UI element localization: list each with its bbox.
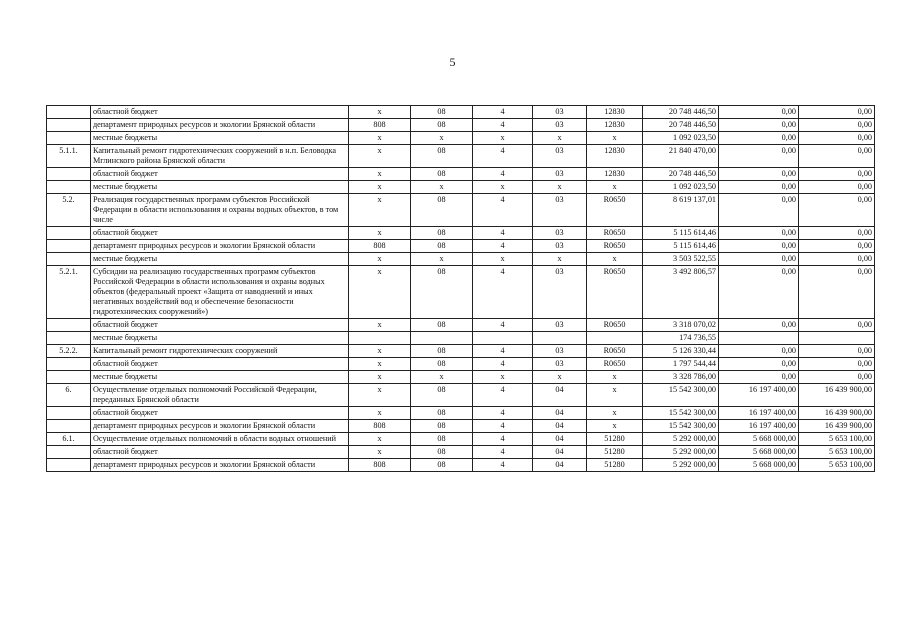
- subprogram-code-cell: 04: [533, 446, 587, 459]
- amount-year1-cell: 5 292 000,00: [643, 446, 719, 459]
- amount-year2-cell: [719, 332, 799, 345]
- program-code-cell: 4: [473, 240, 533, 253]
- section-code-cell: 08: [411, 194, 473, 227]
- admin-code-cell: x: [349, 253, 411, 266]
- table-row: [47, 433, 875, 446]
- target-item-cell: 12830: [587, 119, 643, 132]
- table-row: [47, 345, 875, 358]
- amount-year2-cell: 0,00: [719, 345, 799, 358]
- row-number-cell: [47, 106, 91, 119]
- subprogram-code-cell: 04: [533, 420, 587, 433]
- amount-year2-cell: 16 197 400,00: [719, 407, 799, 420]
- target-item-cell: 51280: [587, 433, 643, 446]
- section-code-cell: 08: [411, 227, 473, 240]
- row-name-cell: областной бюджет: [91, 168, 349, 181]
- section-code-cell: 08: [411, 433, 473, 446]
- subprogram-code-cell: x: [533, 371, 587, 384]
- program-code-cell: x: [473, 371, 533, 384]
- amount-year3-cell: 0,00: [799, 119, 875, 132]
- section-code-cell: 08: [411, 266, 473, 319]
- amount-year2-cell: 5 668 000,00: [719, 446, 799, 459]
- program-code-cell: 4: [473, 319, 533, 332]
- row-name-cell: местные бюджеты: [91, 132, 349, 145]
- row-name-cell: областной бюджет: [91, 407, 349, 420]
- amount-year1-cell: 1 797 544,44: [643, 358, 719, 371]
- amount-year3-cell: 16 439 900,00: [799, 420, 875, 433]
- amount-year1-cell: 3 318 070,02: [643, 319, 719, 332]
- row-name-cell: Осуществление отдельных полномочий Российской Федерации, переданных Брянской области: [91, 384, 349, 407]
- admin-code-cell: x: [349, 266, 411, 319]
- target-item-cell: R0650: [587, 227, 643, 240]
- amount-year1-cell: 5 292 000,00: [643, 459, 719, 472]
- section-code-cell: x: [411, 132, 473, 145]
- table-row: [47, 240, 875, 253]
- amount-year3-cell: 5 653 100,00: [799, 446, 875, 459]
- subprogram-code-cell: x: [533, 181, 587, 194]
- row-number-cell: [47, 319, 91, 332]
- row-name-cell: местные бюджеты: [91, 371, 349, 384]
- amount-year1-cell: 5 126 330,44: [643, 345, 719, 358]
- target-item-cell: 51280: [587, 446, 643, 459]
- target-item-cell: R0650: [587, 319, 643, 332]
- row-name-cell: Реализация государственных программ субъектов Российской Федерации в области использования и охраны водных объектов, в том числе: [91, 194, 349, 227]
- row-number-cell: 6.1.: [47, 433, 91, 446]
- page-number: 5: [449, 55, 456, 69]
- target-item-cell: 12830: [587, 106, 643, 119]
- admin-code-cell: 808: [349, 119, 411, 132]
- amount-year1-cell: 5 115 614,46: [643, 240, 719, 253]
- row-number-cell: 5.2.1.: [47, 266, 91, 319]
- section-code-cell: 08: [411, 106, 473, 119]
- program-code-cell: x: [473, 132, 533, 145]
- subprogram-code-cell: x: [533, 253, 587, 266]
- admin-code-cell: [349, 332, 411, 345]
- table-row: [47, 181, 875, 194]
- amount-year1-cell: 5 292 000,00: [643, 433, 719, 446]
- program-code-cell: 4: [473, 227, 533, 240]
- target-item-cell: x: [587, 420, 643, 433]
- program-code-cell: 4: [473, 194, 533, 227]
- target-item-cell: [587, 332, 643, 345]
- amount-year2-cell: 16 197 400,00: [719, 384, 799, 407]
- table-row: [47, 132, 875, 145]
- amount-year1-cell: 1 092 023,50: [643, 181, 719, 194]
- table-row: [47, 384, 875, 407]
- subprogram-code-cell: 03: [533, 345, 587, 358]
- row-number-cell: [47, 459, 91, 472]
- program-code-cell: 4: [473, 407, 533, 420]
- program-code-cell: 4: [473, 358, 533, 371]
- row-name-cell: департамент природных ресурсов и экологии Брянской области: [91, 459, 349, 472]
- section-code-cell: 08: [411, 358, 473, 371]
- amount-year3-cell: 0,00: [799, 227, 875, 240]
- subprogram-code-cell: 03: [533, 194, 587, 227]
- amount-year3-cell: 0,00: [799, 181, 875, 194]
- row-number-cell: [47, 168, 91, 181]
- amount-year2-cell: 0,00: [719, 106, 799, 119]
- program-code-cell: 4: [473, 459, 533, 472]
- table-row: [47, 420, 875, 433]
- amount-year2-cell: 0,00: [719, 145, 799, 168]
- row-number-cell: [47, 358, 91, 371]
- amount-year2-cell: 0,00: [719, 371, 799, 384]
- admin-code-cell: x: [349, 371, 411, 384]
- admin-code-cell: x: [349, 181, 411, 194]
- admin-code-cell: x: [349, 168, 411, 181]
- target-item-cell: 12830: [587, 168, 643, 181]
- target-item-cell: x: [587, 371, 643, 384]
- amount-year2-cell: 0,00: [719, 253, 799, 266]
- admin-code-cell: x: [349, 319, 411, 332]
- row-name-cell: областной бюджет: [91, 106, 349, 119]
- amount-year1-cell: 20 748 446,50: [643, 119, 719, 132]
- table-row: [47, 407, 875, 420]
- amount-year1-cell: 3 328 786,00: [643, 371, 719, 384]
- section-code-cell: 08: [411, 384, 473, 407]
- program-code-cell: x: [473, 181, 533, 194]
- amount-year3-cell: 0,00: [799, 194, 875, 227]
- section-code-cell: 08: [411, 240, 473, 253]
- subprogram-code-cell: 04: [533, 407, 587, 420]
- section-code-cell: 08: [411, 459, 473, 472]
- subprogram-code-cell: 04: [533, 459, 587, 472]
- table-row: [47, 227, 875, 240]
- program-code-cell: 4: [473, 446, 533, 459]
- target-item-cell: x: [587, 253, 643, 266]
- table-row: [47, 168, 875, 181]
- row-number-cell: [47, 119, 91, 132]
- row-name-cell: местные бюджеты: [91, 332, 349, 345]
- program-code-cell: 4: [473, 168, 533, 181]
- section-code-cell: x: [411, 181, 473, 194]
- target-item-cell: R0650: [587, 194, 643, 227]
- program-code-cell: 4: [473, 119, 533, 132]
- target-item-cell: 12830: [587, 145, 643, 168]
- amount-year1-cell: 3 503 522,55: [643, 253, 719, 266]
- amount-year2-cell: 5 668 000,00: [719, 433, 799, 446]
- amount-year2-cell: 0,00: [719, 119, 799, 132]
- row-name-cell: Капитальный ремонт гидротехнических сооружений в н.п. Беловодка Мглинского района Брянской области: [91, 145, 349, 168]
- amount-year2-cell: 5 668 000,00: [719, 459, 799, 472]
- subprogram-code-cell: 03: [533, 106, 587, 119]
- amount-year3-cell: 0,00: [799, 106, 875, 119]
- amount-year3-cell: 0,00: [799, 168, 875, 181]
- row-name-cell: областной бюджет: [91, 446, 349, 459]
- program-code-cell: 4: [473, 345, 533, 358]
- amount-year3-cell: 5 653 100,00: [799, 459, 875, 472]
- program-code-cell: 4: [473, 145, 533, 168]
- row-number-cell: [47, 371, 91, 384]
- amount-year1-cell: 20 748 446,50: [643, 168, 719, 181]
- row-number-cell: [47, 132, 91, 145]
- target-item-cell: 51280: [587, 459, 643, 472]
- row-name-cell: областной бюджет: [91, 227, 349, 240]
- table-row: [47, 194, 875, 227]
- row-number-cell: 5.2.2.: [47, 345, 91, 358]
- table-row: [47, 446, 875, 459]
- section-code-cell: x: [411, 371, 473, 384]
- admin-code-cell: x: [349, 227, 411, 240]
- program-code-cell: [473, 332, 533, 345]
- amount-year1-cell: 15 542 300,00: [643, 407, 719, 420]
- amount-year1-cell: 174 736,55: [643, 332, 719, 345]
- amount-year2-cell: 0,00: [719, 266, 799, 319]
- admin-code-cell: 808: [349, 459, 411, 472]
- row-number-cell: [47, 240, 91, 253]
- amount-year2-cell: 0,00: [719, 227, 799, 240]
- amount-year3-cell: 16 439 900,00: [799, 407, 875, 420]
- section-code-cell: [411, 332, 473, 345]
- admin-code-cell: x: [349, 433, 411, 446]
- target-item-cell: R0650: [587, 358, 643, 371]
- program-code-cell: 4: [473, 106, 533, 119]
- row-name-cell: департамент природных ресурсов и экологии Брянской области: [91, 240, 349, 253]
- program-code-cell: x: [473, 253, 533, 266]
- subprogram-code-cell: 03: [533, 145, 587, 168]
- program-code-cell: 4: [473, 266, 533, 319]
- subprogram-code-cell: 03: [533, 119, 587, 132]
- subprogram-code-cell: 03: [533, 266, 587, 319]
- row-name-cell: областной бюджет: [91, 319, 349, 332]
- subprogram-code-cell: 03: [533, 358, 587, 371]
- table-row: [47, 358, 875, 371]
- admin-code-cell: x: [349, 384, 411, 407]
- subprogram-code-cell: 04: [533, 384, 587, 407]
- row-name-cell: Субсидии на реализацию государственных программ субъектов Российской Федерации в области использования и охраны водных объектов (федеральный проект «Защита от наводнений и иных негативных воздействий вод и обеспечение безопасности гидротехнических сооружений»): [91, 266, 349, 319]
- amount-year3-cell: 0,00: [799, 358, 875, 371]
- admin-code-cell: x: [349, 446, 411, 459]
- row-name-cell: Капитальный ремонт гидротехнических сооружений: [91, 345, 349, 358]
- amount-year1-cell: 5 115 614,46: [643, 227, 719, 240]
- subprogram-code-cell: 03: [533, 319, 587, 332]
- table-row: [47, 119, 875, 132]
- section-code-cell: 08: [411, 145, 473, 168]
- program-code-cell: 4: [473, 384, 533, 407]
- amount-year3-cell: 0,00: [799, 345, 875, 358]
- row-number-cell: [47, 227, 91, 240]
- row-name-cell: областной бюджет: [91, 358, 349, 371]
- section-code-cell: 08: [411, 168, 473, 181]
- row-number-cell: [47, 407, 91, 420]
- target-item-cell: x: [587, 384, 643, 407]
- amount-year2-cell: 0,00: [719, 319, 799, 332]
- admin-code-cell: x: [349, 358, 411, 371]
- amount-year3-cell: 0,00: [799, 266, 875, 319]
- row-number-cell: 5.2.: [47, 194, 91, 227]
- amount-year3-cell: 0,00: [799, 253, 875, 266]
- target-item-cell: x: [587, 407, 643, 420]
- row-number-cell: 5.1.1.: [47, 145, 91, 168]
- section-code-cell: 08: [411, 319, 473, 332]
- amount-year3-cell: 5 653 100,00: [799, 433, 875, 446]
- target-item-cell: R0650: [587, 240, 643, 253]
- program-code-cell: 4: [473, 420, 533, 433]
- amount-year2-cell: 0,00: [719, 240, 799, 253]
- amount-year1-cell: 8 619 137,01: [643, 194, 719, 227]
- admin-code-cell: 808: [349, 240, 411, 253]
- table-row: [47, 253, 875, 266]
- table-row: [47, 459, 875, 472]
- program-code-cell: 4: [473, 433, 533, 446]
- amount-year3-cell: 0,00: [799, 319, 875, 332]
- table-row: [47, 371, 875, 384]
- admin-code-cell: x: [349, 106, 411, 119]
- target-item-cell: R0650: [587, 345, 643, 358]
- subprogram-code-cell: 03: [533, 227, 587, 240]
- subprogram-code-cell: 03: [533, 168, 587, 181]
- amount-year2-cell: 16 197 400,00: [719, 420, 799, 433]
- amount-year3-cell: 0,00: [799, 371, 875, 384]
- target-item-cell: R0650: [587, 266, 643, 319]
- row-number-cell: [47, 332, 91, 345]
- subprogram-code-cell: [533, 332, 587, 345]
- row-number-cell: [47, 253, 91, 266]
- amount-year1-cell: 15 542 300,00: [643, 384, 719, 407]
- amount-year2-cell: 0,00: [719, 358, 799, 371]
- section-code-cell: 08: [411, 345, 473, 358]
- amount-year1-cell: 1 092 023,50: [643, 132, 719, 145]
- table-row: [47, 266, 875, 319]
- row-name-cell: местные бюджеты: [91, 181, 349, 194]
- amount-year1-cell: 3 492 806,57: [643, 266, 719, 319]
- amount-year2-cell: 0,00: [719, 168, 799, 181]
- amount-year2-cell: 0,00: [719, 194, 799, 227]
- row-name-cell: департамент природных ресурсов и экологии Брянской области: [91, 119, 349, 132]
- amount-year3-cell: [799, 332, 875, 345]
- amount-year1-cell: 15 542 300,00: [643, 420, 719, 433]
- amount-year1-cell: 21 840 470,00: [643, 145, 719, 168]
- admin-code-cell: x: [349, 194, 411, 227]
- section-code-cell: 08: [411, 446, 473, 459]
- subprogram-code-cell: x: [533, 132, 587, 145]
- amount-year3-cell: 16 439 900,00: [799, 384, 875, 407]
- amount-year1-cell: 20 748 446,50: [643, 106, 719, 119]
- section-code-cell: 08: [411, 420, 473, 433]
- target-item-cell: x: [587, 132, 643, 145]
- budget-table: [46, 105, 875, 472]
- amount-year3-cell: 0,00: [799, 132, 875, 145]
- section-code-cell: x: [411, 253, 473, 266]
- section-code-cell: 08: [411, 407, 473, 420]
- amount-year2-cell: 0,00: [719, 132, 799, 145]
- amount-year3-cell: 0,00: [799, 240, 875, 253]
- admin-code-cell: 808: [349, 420, 411, 433]
- amount-year2-cell: 0,00: [719, 181, 799, 194]
- row-number-cell: [47, 420, 91, 433]
- admin-code-cell: x: [349, 345, 411, 358]
- table-row: [47, 332, 875, 345]
- table-row: [47, 319, 875, 332]
- subprogram-code-cell: 04: [533, 433, 587, 446]
- subprogram-code-cell: 03: [533, 240, 587, 253]
- row-number-cell: [47, 446, 91, 459]
- table-row: [47, 145, 875, 168]
- admin-code-cell: x: [349, 145, 411, 168]
- table-row: [47, 106, 875, 119]
- target-item-cell: x: [587, 181, 643, 194]
- amount-year3-cell: 0,00: [799, 145, 875, 168]
- row-name-cell: департамент природных ресурсов и экологии Брянской области: [91, 420, 349, 433]
- row-number-cell: [47, 181, 91, 194]
- admin-code-cell: x: [349, 407, 411, 420]
- budget-table-body: [47, 106, 875, 472]
- section-code-cell: 08: [411, 119, 473, 132]
- row-name-cell: Осуществление отдельных полномочий в области водных отношений: [91, 433, 349, 446]
- row-name-cell: местные бюджеты: [91, 253, 349, 266]
- admin-code-cell: x: [349, 132, 411, 145]
- row-number-cell: 6.: [47, 384, 91, 407]
